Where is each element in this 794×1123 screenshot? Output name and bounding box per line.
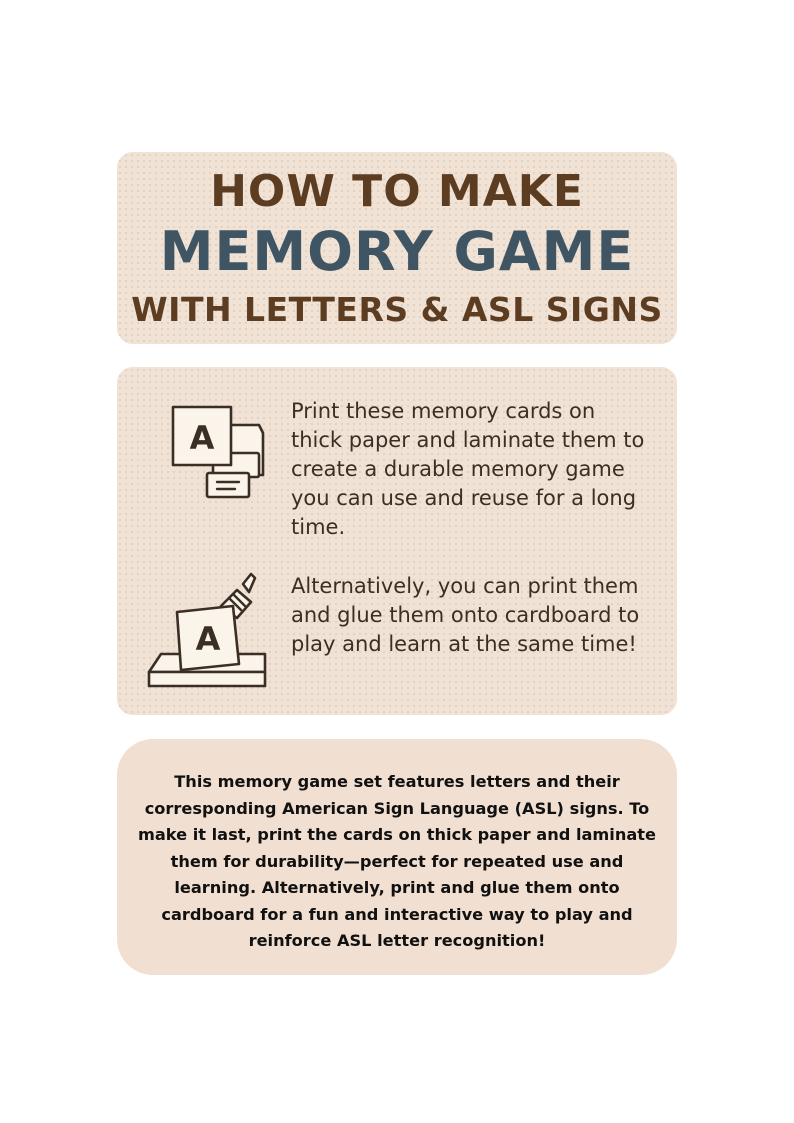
title-line-how-to-make: HOW TO MAKE xyxy=(210,166,584,217)
card-letter: A xyxy=(195,620,221,658)
instructions-panel xyxy=(117,367,677,715)
title-line-memory-game: MEMORY GAME xyxy=(159,220,635,283)
title-panel xyxy=(117,152,677,344)
printer-card-icon xyxy=(171,403,267,503)
summary-panel xyxy=(117,739,677,975)
card-letter: A xyxy=(189,419,215,457)
step-text: Alternatively, you can print them and glue them onto cardboard to play and learn at the same time! xyxy=(291,574,640,656)
step-text: Print these memory cards on thick paper and laminate them to create a durable memory game you can use and reuse for a long time. xyxy=(291,399,645,539)
summary-text: This memory game set features letters and their corresponding American Sign Language (ASL) signs. To make it last, print the cards on thick paper and laminate them for durability—perfect for repeated use and learning. Alternatively, print and glue them onto cardboard for a fun and interactive way to play and reinforce ASL letter recognition! xyxy=(137,772,657,950)
title-line-letters-asl: WITH LETTERS & ASL SIGNS xyxy=(131,290,663,329)
glue-cardboard-icon xyxy=(147,572,271,696)
